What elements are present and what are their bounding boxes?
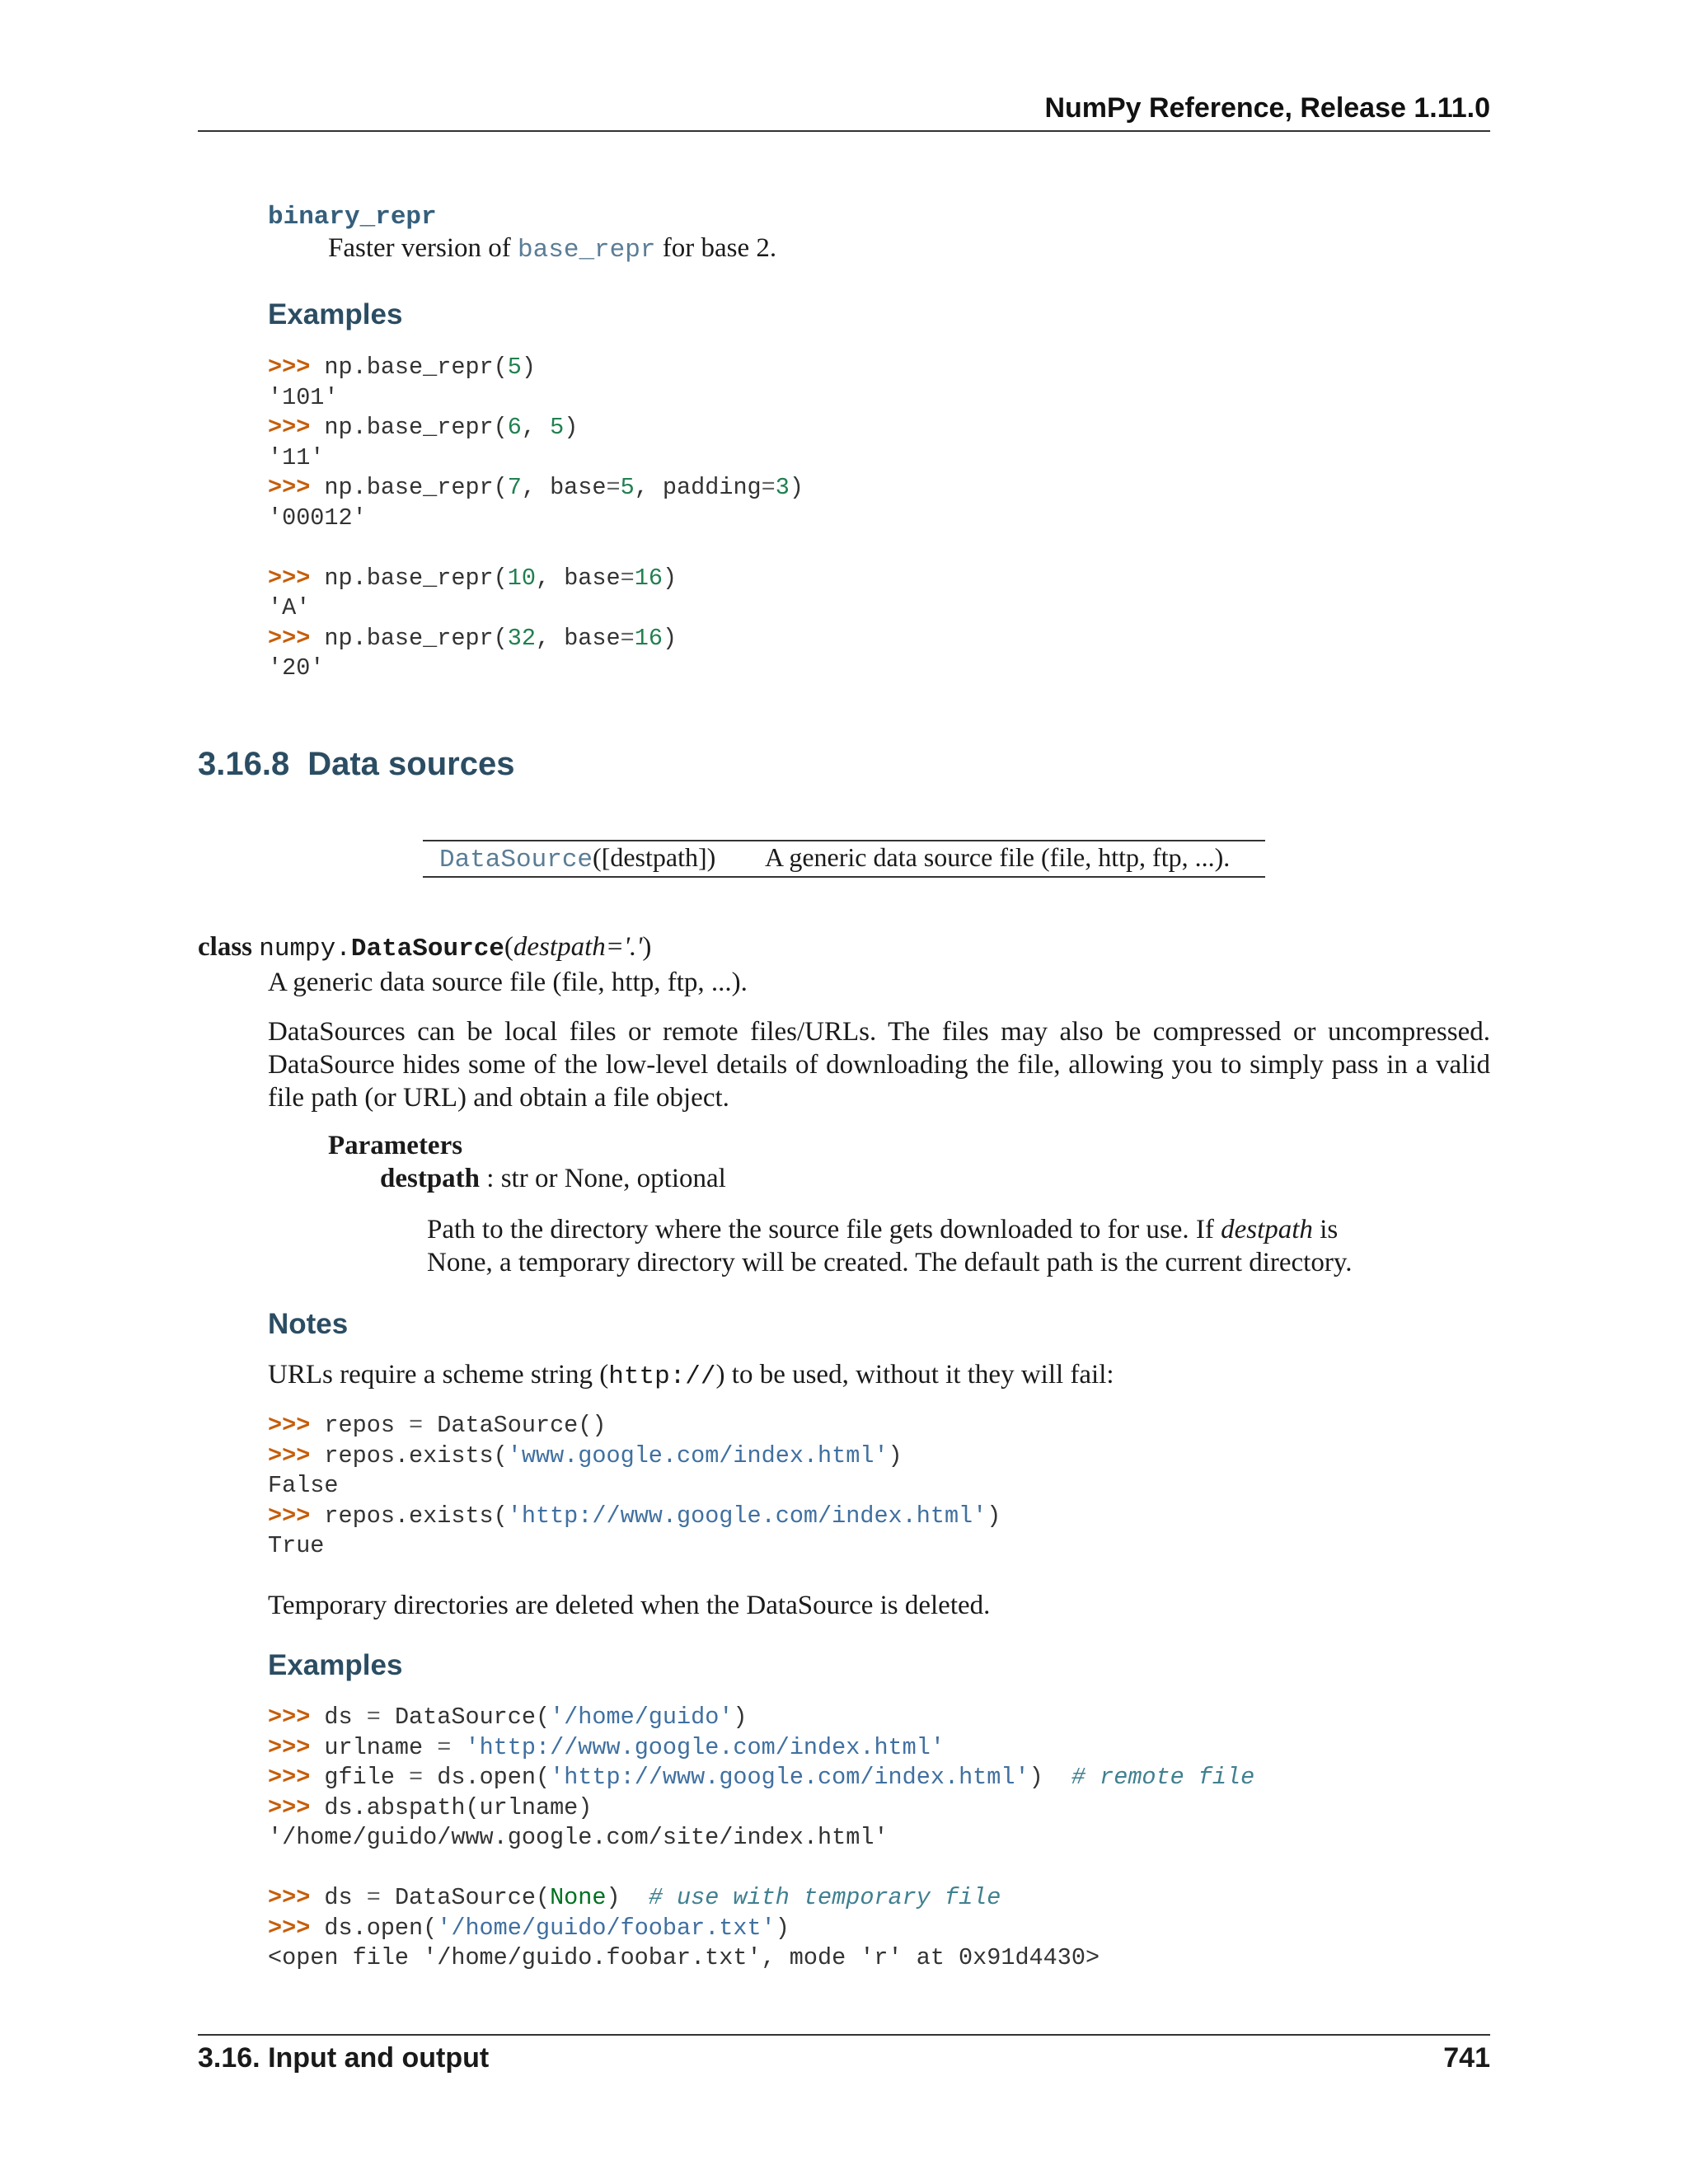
parameter-type: : str or None, optional (480, 1164, 726, 1193)
see-also-desc-prefix: Faster version of (328, 233, 518, 263)
code-token: ) (606, 1884, 649, 1911)
code-token: ) (521, 354, 536, 381)
code-token: , base (535, 564, 621, 592)
code-output-line (268, 594, 310, 621)
code-token: = (366, 1884, 381, 1911)
parameter-destpath (380, 1164, 726, 1194)
class-name: DataSource (350, 935, 504, 963)
code-output-line (268, 1472, 339, 1499)
code-token: ) (733, 1704, 748, 1731)
code-token: '/home/guido/www.google.com/site/index.html' (268, 1824, 889, 1851)
code-token: False (268, 1472, 339, 1499)
code-token: 5 (550, 414, 565, 441)
code-token: ds (324, 1704, 367, 1731)
notes-text-after: ) to be used, without it they will fail: (715, 1360, 1114, 1390)
param-desc-emphasis: destpath (1221, 1215, 1313, 1244)
running-header: NumPy Reference, Release 1.11.0 (1044, 92, 1490, 124)
code-token: 'http://www.google.com/index.html' (507, 1502, 987, 1530)
temp-dir-note: Temporary directories are deleted when the DataSource is deleted. (268, 1591, 991, 1620)
parameter-description (427, 1213, 1383, 1279)
code-token: repos.exists( (324, 1502, 508, 1530)
header-rule (198, 130, 1490, 132)
notes-text (268, 1358, 1114, 1394)
code-token: , base (535, 624, 621, 652)
signature-close-paren: ) (642, 932, 652, 962)
code-token: # remote file (1071, 1764, 1255, 1791)
code-input-line (268, 1502, 1001, 1530)
summary-table-name-cell (439, 842, 715, 874)
code-input-line (268, 1764, 1254, 1791)
code-token: ) (888, 1441, 903, 1469)
notes-text-before: URLs require a scheme string ( (268, 1360, 609, 1390)
code-input-line (268, 1704, 748, 1731)
code-prompt: >>> (268, 1764, 325, 1791)
summary-table (423, 840, 1265, 878)
code-token: '11' (268, 443, 325, 471)
param-desc-after: is None, a temporary directory will be created. The default path is the current directory. (427, 1215, 1353, 1277)
parameter-name: destpath (380, 1164, 481, 1193)
code-prompt: >>> (268, 564, 325, 592)
footer-page-number: 741 (1443, 2042, 1490, 2074)
code-token: = (620, 564, 635, 592)
code-token: np.base_repr( (324, 414, 508, 441)
code-token: ds.open( (324, 1914, 438, 1942)
code-output-line (268, 1532, 324, 1559)
footer-rule (198, 2034, 1490, 2036)
code-input-line (268, 474, 804, 501)
code-token: np.base_repr( (324, 564, 508, 592)
code-prompt: >>> (268, 1704, 325, 1731)
code-token: = (437, 1733, 452, 1761)
code-token: repos.exists( (324, 1441, 508, 1469)
code-token: 16 (634, 624, 663, 652)
code-prompt: >>> (268, 1793, 325, 1821)
code-token: <open file '/home/guido.foobar.txt', mode 'r' at 0x91d4430> (268, 1944, 1100, 1971)
code-prompt: >>> (268, 624, 325, 652)
code-token: 5 (620, 474, 635, 501)
code-token: 'http://www.google.com/index.html' (465, 1733, 945, 1761)
code-token: = (409, 1412, 424, 1439)
code-prompt: >>> (268, 414, 325, 441)
code-token: 'http://www.google.com/index.html' (550, 1764, 1029, 1791)
code-token: 7 (507, 474, 522, 501)
class-keyword: class (198, 932, 252, 962)
class-short-description: A generic data source file (file, http, ftp, ...). (268, 968, 748, 997)
code-input-line (268, 1794, 592, 1821)
signature-open-paren: ( (504, 932, 513, 962)
examples-heading: Examples (268, 298, 403, 330)
code-prompt: >>> (268, 1441, 325, 1469)
code-token: np.base_repr( (324, 354, 508, 381)
code-input-line (268, 565, 677, 592)
code-prompt: >>> (268, 1884, 325, 1911)
code-token: ) (662, 624, 678, 652)
code-token: '/home/guido' (550, 1704, 734, 1731)
code-token: = (366, 1704, 381, 1731)
section-title (198, 746, 514, 783)
class-long-description: DataSources can be local files or remote files/URLs. The files may also be compressed or uncompressed. DataSource hides some of the low-level details of downloading the file, allowing you to simply pass in a valid file path (or URL) and obtain a file object. (268, 1017, 1490, 1113)
code-input-line (268, 1412, 607, 1439)
code-token: = (761, 474, 776, 501)
code-input-line (268, 1915, 790, 1942)
code-token: DataSource() (423, 1412, 607, 1439)
code-input-line (268, 414, 578, 441)
code-token: gfile (324, 1764, 410, 1791)
code-token: 5 (507, 354, 522, 381)
code-token: np.base_repr( (324, 624, 508, 652)
code-output-line (268, 654, 324, 682)
code-token: = (409, 1764, 424, 1791)
code-output-line (268, 504, 367, 532)
see-also-term[interactable]: binary_repr (268, 203, 437, 232)
code-block-base-repr-examples (268, 353, 804, 684)
code-input-line (268, 1884, 1001, 1911)
section-number: 3.16.8 (198, 746, 290, 782)
code-output-line (268, 444, 324, 471)
code-token: DataSource( (380, 1704, 551, 1731)
code-token: '/home/guido/foobar.txt' (437, 1914, 776, 1942)
code-output-line (268, 384, 339, 411)
code-token: ) (775, 1914, 790, 1942)
summary-table-description: A generic data source file (file, http, ftp, ...). (765, 842, 1231, 872)
code-token: 16 (634, 564, 663, 592)
notes-inline-code: http:// (608, 1362, 716, 1391)
code-token: , padding (634, 474, 762, 501)
code-prompt: >>> (268, 474, 325, 501)
code-token: ds (324, 1884, 367, 1911)
code-prompt: >>> (268, 1733, 325, 1761)
code-token: 6 (507, 414, 522, 441)
code-token: 3 (775, 474, 790, 501)
param-desc-before: Path to the directory where the source file gets downloaded to for use. If (427, 1215, 1221, 1244)
module-name: numpy. (259, 935, 351, 963)
code-token: = (606, 474, 621, 501)
code-token: np.base_repr( (324, 474, 508, 501)
code-token (451, 1734, 465, 1761)
section-heading-text: Data sources (307, 746, 515, 782)
code-prompt: >>> (268, 354, 325, 381)
code-token: ds.abspath(urlname) (324, 1793, 593, 1821)
code-token: 'A' (268, 594, 311, 621)
code-token: '101' (268, 383, 339, 411)
code-token: '20' (268, 654, 325, 682)
base-repr-link[interactable]: base_repr (518, 236, 656, 265)
code-token: ) (662, 564, 678, 592)
code-output-line (268, 1824, 889, 1851)
see-also-desc-suffix: for base 2. (655, 233, 777, 263)
see-also-description (328, 233, 776, 265)
class-signature (198, 932, 651, 963)
code-token: 'www.google.com/index.html' (507, 1441, 889, 1469)
code-input-line (268, 1442, 903, 1469)
code-input-line (268, 354, 536, 381)
code-token: True (268, 1532, 325, 1559)
examples-heading-2: Examples (268, 1649, 403, 1681)
code-token: DataSource( (380, 1884, 551, 1911)
footer-section-title: 3.16. Input and output (198, 2042, 490, 2074)
code-token: # use with temporary file (648, 1884, 1001, 1911)
code-token: ) (789, 474, 804, 501)
parameters-heading: Parameters (328, 1131, 463, 1160)
code-token: = (620, 624, 635, 652)
code-token: urlname (324, 1733, 438, 1761)
notes-heading: Notes (268, 1308, 349, 1340)
code-token: ) (987, 1502, 1001, 1530)
code-prompt: >>> (268, 1914, 325, 1942)
datasource-link[interactable]: DataSource (439, 846, 593, 874)
code-input-line (268, 1734, 945, 1761)
signature-params: destpath='.' (513, 932, 643, 962)
datasource-args: ([destpath]) (593, 842, 716, 872)
code-token: repos (324, 1412, 410, 1439)
code-token: 10 (507, 564, 536, 592)
code-prompt: >>> (268, 1502, 325, 1530)
code-token: , (521, 414, 551, 441)
code-prompt: >>> (268, 1412, 325, 1439)
code-token: None (550, 1884, 607, 1911)
code-token: ds.open( (423, 1764, 551, 1791)
code-block-notes (268, 1411, 1001, 1562)
code-token: 32 (507, 624, 536, 652)
code-token: ) (564, 414, 579, 441)
code-token: ) (1029, 1764, 1071, 1791)
code-input-line (268, 625, 677, 652)
code-output-line (268, 1944, 1100, 1971)
code-block-datasource-examples (268, 1703, 1254, 1974)
code-token: '00012' (268, 504, 367, 532)
code-token: , base (521, 474, 607, 501)
